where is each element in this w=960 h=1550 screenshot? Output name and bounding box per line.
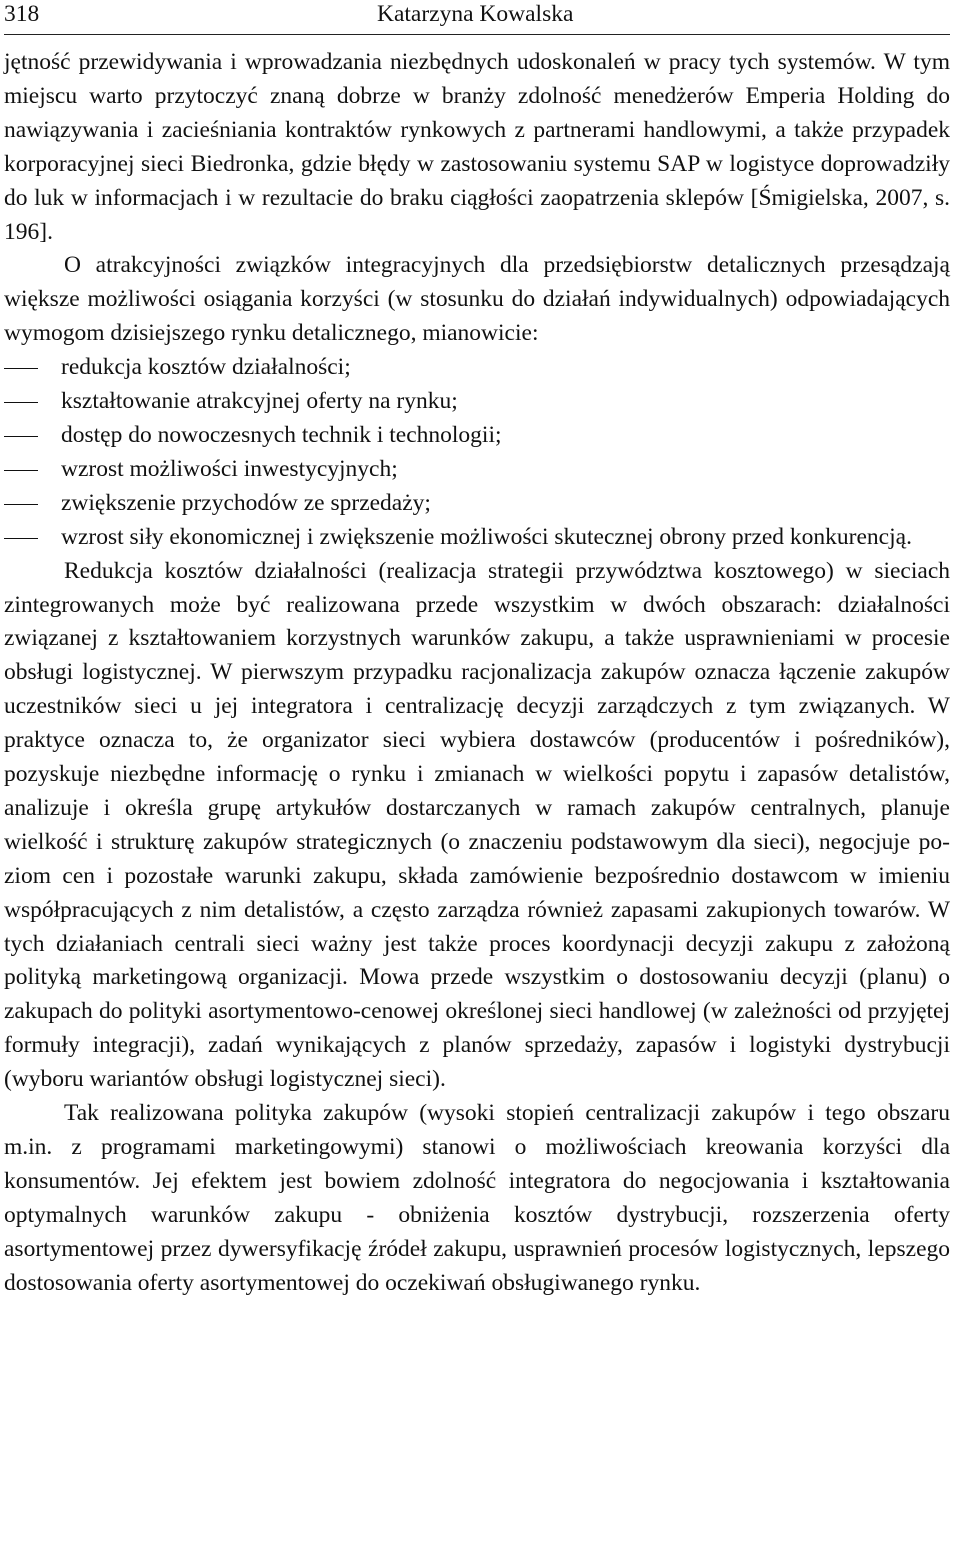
- header-rule: [4, 34, 950, 35]
- benefits-list: [4, 351, 950, 554]
- list-item-text: kształtowanie atrakcyjnej oferty na rynku;: [61, 388, 458, 415]
- running-head-author: Katarzyna Kowalska: [377, 1, 574, 27]
- list-item-text: dostęp do nowoczesnych technik i technologii;: [61, 421, 502, 448]
- list-item-text: zwiększenie przychodów ze sprzedaży;: [61, 489, 431, 516]
- paragraph-purchasing-policy: Tak realizowana polityka zakupów (wysoki stopień centralizacji zakupów i tego obszaru m.in. z programami marketingowymi) stanowi o możliwościach kreowania korzyści dla konsumentów. Jej efektem jest bowiem zdolność integratora do negocjowania i kształtowania optymalnych warunków zakupu - obniżenia kosztów dystrybucji, rozszerzenia oferty asortymentowej przez dywersyfikację źródeł zakupu, usprawnień procesów logistycznych, lepszego dostosowania oferty asortymentowej do oczekiwań obsługiwanego rynku.: [4, 1100, 950, 1296]
- list-item-text: wzrost możliwości inwestycyjnych;: [61, 455, 398, 482]
- list-item: [4, 453, 950, 487]
- paragraph-continued: jętność przewidywania i wprowadzania niezbędnych udoskonaleń w pracy tych systemów. W tym miejscu warto przytoczyć znaną dobrze w branży zdolność menedżerów Emperia Holding do nawiązywania i zacieśniania kontraktów rynkowych z partnerami handlowymi, a także przypadek korporacyjnej sieci Biedronka, gdzie błędy w zastosowaniu systemu SAP w logistyce doprowadziły do luk w informacjach i w rezultacie do braku ciągłości zaopatrzenia sklepów [Śmigielska, 2007, s. 196].: [4, 49, 950, 245]
- document-page: [4, 0, 950, 1550]
- page-number: 318: [4, 1, 40, 27]
- list-item: [4, 521, 950, 555]
- running-header: [4, 0, 950, 38]
- body-text: [4, 46, 950, 1301]
- list-item: [4, 487, 950, 521]
- list-item: [4, 351, 950, 385]
- list-item-text: wzrost siły ekonomicznej i zwiększenie możliwości skutecznej obrony przed konkurencją.: [61, 523, 912, 550]
- paragraph-cost-reduction: Redukcja kosztów działalności (realizacja strategii przywództwa kosztowego) w sieciach zintegrowanych może być realizowana przede wszystkim w dwóch obszarach: działalności związanej z kształtowaniem korzystnych warunków zakupu, a także usprawnieniami w procesie obsługi logistycznej. W pierwszym przypadku racjonalizacja zakupów oznacza łączenie zakupów uczestników sieci u jej integratora i centralizację decyzji zarządczych z tym związanych. W praktyce oznacza to, że organizator sieci wybiera dostawców (producentów i pośredników), pozyskuje niezbędne informację o rynku i zmianach w wielkości popytu i zapasów detalistów, analizuje i określa grupę artykułów dostarczanych w ramach zakupów centralnych, planuje wielkość i strukturę zakupów strategicznych (o znaczeniu podstawowym dla sieci), negocjuje poziom cen i pozostałe warunki zakupu, składa zamówienie bezpośrednio dostawcom w imieniu współpracujących z nim detalistów, a często zarządza również zapasami zakupionych towarów. W tych działaniach centrali sieci ważny jest także proces koordynacji decyzji zakupu z założoną polityką marketingową organizacji. Mowa przede wszystkim o dostosowaniu decyzji (planu) o zakupach do polityki asortymentowo-cenowej określonej sieci handlowej (w zależności od przyjętej formuły integracji), zadań wynikających z planów sprzedaży, zapasów i logistyki dystrybucji (wyboru wariantów obsługi logistycznej sieci).: [4, 557, 950, 1093]
- list-item: [4, 385, 950, 419]
- list-item-text: redukcja kosztów działalności;: [61, 354, 351, 381]
- paragraph-integration-benefits: O atrakcyjności związków integracyjnych dla przedsiębiorstw detalicznych przesądzają większe możliwości osiągania korzyści (w stosunku do działań indywidualnych) odpowiadających wymogom dzisiejszego rynku detalicznego, mianowicie:: [4, 252, 950, 347]
- list-item: [4, 419, 950, 453]
